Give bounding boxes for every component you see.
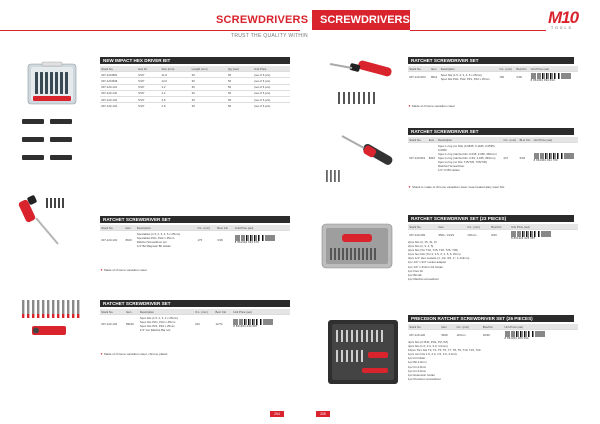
barcode-number: 8 861304 034 670 — [234, 241, 259, 245]
stock-cell: 007-120-103 — [100, 315, 125, 333]
ratchet-right-table — [408, 66, 578, 82]
stock-cell: 007-120-819 — [408, 143, 428, 173]
precision-26-contents — [408, 340, 481, 381]
col-header: Length (mm) — [190, 66, 226, 72]
description-line: Spec bits PZ1, PZ2 x 25mm — [139, 323, 175, 328]
header-rule-right — [410, 30, 546, 31]
screwdriver-icon — [318, 58, 406, 114]
header-rule-left — [0, 30, 300, 31]
section-header-ratchet-left: RATCHET SCREWDRIVER SET — [100, 216, 290, 223]
size-cell: 4.5 — [160, 96, 190, 102]
item-cell: 9818 — [440, 330, 455, 341]
stock-cell: 007-120-132 — [100, 90, 137, 96]
triangle-icon: ▼ — [408, 104, 411, 108]
box-cell: 30/90 — [482, 330, 504, 341]
col-header: Hex Dr. — [137, 66, 160, 72]
content-item: 2pcs bits (3, 15, 41, 9) — [408, 240, 437, 244]
col-header: Unit Price — [253, 66, 290, 72]
content-item: 4pcs bits (2 PH0, PH1, PZ, PZ) — [408, 340, 448, 344]
table-row — [408, 143, 578, 173]
col-header: Box/ Ctn — [214, 309, 232, 315]
description-line: Spec bits PH1, PH2 x 25mm — [139, 319, 176, 324]
ratchet-left-table — [100, 225, 290, 248]
col-header: Unit Price (set) — [232, 309, 290, 315]
item-cell: 8914 — [430, 72, 440, 83]
description-line: Ratchet Screwdriver set — [136, 239, 167, 244]
qty-cell: 50 — [227, 84, 253, 90]
table-row — [408, 72, 578, 83]
description-line: 1/4" Cut Ratchet Bar s/w — [139, 327, 171, 332]
col-header: Description — [440, 66, 499, 72]
col-header: Description — [437, 137, 502, 143]
col-header: Item — [437, 224, 466, 230]
content-item: 1pc Bit tab — [408, 272, 422, 277]
description-line: Spec bits (1.5, 2, 3, 4, 5 x 25mm) — [440, 73, 482, 78]
item-cell: 9501 / 21/23 — [437, 230, 466, 241]
content-item: 1pc 1/4" x 3/4mm bit holder — [408, 264, 444, 269]
hex-bit-icon — [20, 115, 100, 187]
col-header: Stock No. — [408, 137, 428, 143]
hex-cell: 5/16" — [137, 78, 160, 84]
content-item: 1pc Extension holder — [408, 372, 435, 377]
col-header: Unit Price (set) — [503, 324, 578, 330]
content-item: 1pc 1/4" x 3/4" socket adapter — [408, 260, 447, 265]
ratchet-bottom-note — [100, 352, 167, 356]
content-item: 2pcs bits (2, 3, 4, 5) — [408, 244, 434, 249]
screwdriver-icon — [318, 130, 406, 194]
barcode-number: 8 861304 034 700 — [533, 159, 558, 163]
description-line: Spec L-ring (ratchet bits: 0.045, 2.065, 360mm) — [438, 151, 497, 156]
description-line: Spec 2-ring (no bits: T15/T20, T25/T30) — [438, 159, 488, 164]
box-cell: 8/40 — [490, 230, 510, 241]
qty-cell: 50 — [227, 103, 253, 109]
section-header-precision-26: PRECISION RATCHET SCREWDRIVER SET (26 PIECES) — [408, 315, 574, 322]
content-item: 3pcs 1/4" Hex sockets (1, 1/2, 3/4, 1", 1-1/4mm) — [408, 256, 470, 261]
logo-subtext: TOOLS — [551, 26, 573, 30]
col-header: Item — [125, 309, 139, 315]
stock-cell: 007-120-426 — [408, 330, 440, 341]
content-item: 1pc bit holder — [408, 356, 426, 361]
price-cell: (set of 6 pcs) — [253, 72, 290, 78]
ratchet-23-table — [408, 224, 578, 240]
page-title-right: SCREWDRIVERS — [312, 10, 410, 30]
ratchet-mid-table — [408, 137, 578, 172]
table-row — [100, 103, 290, 109]
box-cell: 6/36 — [515, 72, 529, 83]
note-text: Made of chrome vanadium steel — [103, 268, 147, 272]
size-cell: 4.2 — [160, 90, 190, 96]
size-cell: 11.8 — [160, 72, 190, 78]
hex-cell: 5/16" — [137, 72, 160, 78]
ol-cell: 150 — [498, 72, 515, 83]
triangle-icon: ▼ — [100, 352, 103, 356]
ratchet-bottom-table — [100, 309, 290, 332]
hex-cell: 5/16" — [137, 103, 160, 109]
col-header: Item — [428, 137, 437, 143]
barcode-cell — [503, 330, 578, 341]
hex-bit-table — [100, 66, 290, 108]
qty-cell: 50 — [227, 78, 253, 84]
col-header: O.L. (mm) — [466, 224, 490, 230]
content-item: 10pcs Torx bits T3, T4, T5, T6, T7, T8, T9, T10, T15, T20 — [408, 348, 481, 353]
section-header-hex-bits: NEW IMPACT HEX DRIVER BIT — [100, 57, 290, 64]
stock-cell: 007-120-S6U — [408, 72, 430, 83]
ratchet-bit-set-image — [14, 292, 94, 352]
length-cell: 30 — [190, 72, 226, 78]
col-header: Stock No. — [100, 225, 124, 231]
price-cell: (set of 6 pcs) — [253, 90, 290, 96]
ratchet-23-contents — [408, 240, 469, 281]
col-header: Item — [440, 324, 455, 330]
stock-cell: 007-120-B81 — [100, 72, 137, 78]
description-cell — [139, 315, 194, 333]
barcode-number: 8 861304 025 087 — [511, 236, 536, 240]
col-header: O.L. (mm) — [498, 66, 515, 72]
ratchet-mid-note — [408, 185, 504, 189]
item-cell: 8916 — [428, 143, 437, 173]
col-header: Stock No. — [408, 224, 437, 230]
col-header: O.L. (mm) — [502, 137, 518, 143]
price-cell: (set of 6 pcs) — [253, 96, 290, 102]
brand-logo — [548, 8, 582, 32]
stock-cell: 007-120-134 — [100, 103, 137, 109]
stock-cell: 007-120-104 — [100, 231, 124, 249]
col-header: O.L. (mm) — [194, 309, 214, 315]
bit-rack-icon — [14, 292, 94, 352]
content-item: 1pc Bit 4.0mm — [408, 360, 427, 365]
barcode-cell — [529, 72, 578, 83]
hex-cell: 5/16" — [137, 84, 160, 90]
content-item: 4pcs bits (1.0, 2.0, 3.0, 4.0mm) — [408, 344, 448, 349]
page-number-left: 204 — [270, 411, 284, 417]
content-item: 1pcs torx bits 1.5, 2.0, 2.5, 3.0, 4.0mm — [408, 352, 458, 357]
ratchet-right-note — [408, 104, 455, 108]
description-line: Specialties PH1, PH2 x 25mm — [136, 235, 175, 240]
col-header: O.L. (mm) — [455, 324, 481, 330]
col-header: Stock No. — [408, 324, 440, 330]
col-header: Size (mm) — [160, 66, 190, 72]
description-line: Matched Screwdriver — [438, 163, 465, 168]
content-item: 1pc Precision screwdriver — [408, 376, 441, 381]
ol-cell: 145mm — [466, 230, 490, 241]
box-cell: 12/72 — [214, 315, 232, 333]
col-header: Description — [139, 309, 194, 315]
description-line: Spec 2-ring (ratchet bits: 2.6S, 2.045, 360mm) — [438, 155, 496, 160]
qty-cell: 50 — [227, 90, 253, 96]
hex-cell: 5/16" — [137, 90, 160, 96]
length-cell: 30 — [190, 84, 226, 90]
ratchet-screwdriver-set-image — [318, 58, 406, 114]
col-header: Stock No. — [100, 309, 125, 315]
price-cell: (set of 6 pcs) — [253, 103, 290, 109]
page-title-left: SCREWDRIVERS — [216, 14, 309, 26]
content-item: 1pcs hex bits (Tor 2, 2.5, 3, 4, 5, 6, 8mm) — [408, 252, 461, 257]
size-cell: 4.9 — [160, 103, 190, 109]
content-item: 1pc Flex bit — [408, 268, 423, 273]
description-cell — [440, 72, 499, 83]
description-cell — [437, 143, 502, 173]
page-number-right: 205 — [316, 411, 330, 417]
bit-case-icon — [12, 60, 92, 108]
barcode-cell — [232, 315, 290, 333]
col-header: Unit Price (set) — [234, 225, 290, 231]
col-header: Description — [136, 225, 197, 231]
description-line: Spec bits (1.5, 2, 3, 4 x 25mm) — [139, 315, 178, 320]
precision-case-icon — [322, 312, 406, 392]
precision-set-image — [322, 312, 406, 392]
note-text: Shank is made of chrome vanadium steel, heat treated alloy steel bits — [411, 185, 505, 189]
col-header: Box/Ctn — [482, 324, 504, 330]
price-cell: (set of 6 pcs) — [253, 84, 290, 90]
section-header-ratchet-23: RATCHET SCREWDRIVER SET (23 PIECES) — [408, 215, 574, 222]
col-header: Box/Ctn — [515, 66, 529, 72]
qty-cell: 50 — [227, 96, 253, 102]
tagline: TRUST THE QUALITY WITHIN — [231, 33, 308, 39]
length-cell: 30 — [190, 78, 226, 84]
stock-cell: 007-120-B36 — [100, 78, 137, 84]
price-cell: (set of 6 pcs) — [253, 78, 290, 84]
description-line: Spec L-ring (no bits) (0.0845, 0.1045, 0.0535) — [438, 143, 495, 148]
section-header-ratchet-bottom: RATCHET SCREWDRIVER SET — [100, 300, 290, 307]
hex-cell: 5/16" — [137, 96, 160, 102]
barcode-cell — [510, 230, 578, 241]
hex-bits-loose-image — [20, 115, 100, 187]
description-line: Specialties (1.5, 2, 3, 4, 5 x 25mm) — [136, 231, 181, 236]
logo-text: M10 — [548, 8, 579, 27]
length-cell: 30 — [190, 90, 226, 96]
tool-case-icon — [318, 212, 406, 280]
description-cell — [136, 231, 197, 249]
stock-cell: 007-120-133 — [100, 96, 137, 102]
ol-cell: 237 — [502, 143, 518, 173]
hex-bit-kit-image — [12, 60, 92, 108]
ol-cell: 100 — [194, 315, 214, 333]
barcode-cell — [532, 143, 578, 173]
note-text: Made of chrome vanadium steel, chrome plated — [103, 352, 168, 356]
col-header: Bt.s/ Ctn — [518, 137, 532, 143]
col-header: Qty (set) — [227, 66, 253, 72]
size-cell: 3.2 — [160, 84, 190, 90]
ratchet-screwdriver-image — [14, 186, 94, 256]
col-header: Stock No. — [100, 66, 137, 72]
description-line: Spec bits PH1, PH2, PZ1, PZ2 x 25mm — [440, 77, 490, 82]
triangle-icon: ▼ — [408, 185, 411, 189]
triangle-icon: ▼ — [100, 268, 103, 272]
ol-cell: 175 — [196, 231, 216, 249]
stock-cell: 007-120-131 — [100, 84, 137, 90]
box-cell: 6/36 — [216, 231, 233, 249]
col-header: Item — [124, 225, 135, 231]
barcode-number: 8 861304 034 687 — [233, 325, 258, 329]
length-cell: 30 — [190, 103, 226, 109]
qty-cell: 50 — [227, 72, 253, 78]
barcode-cell — [234, 231, 290, 249]
col-header: Item — [430, 66, 440, 72]
col-header: Unit Price (set) — [529, 66, 578, 72]
col-header: Box/Ctn — [490, 224, 510, 230]
table-row — [408, 230, 578, 241]
length-cell: 30 — [190, 96, 226, 102]
stock-cell: 007-120-469 — [408, 230, 437, 241]
item-cell: 89016 — [125, 315, 139, 333]
ratchet-left-note — [100, 268, 147, 272]
table-row — [100, 315, 290, 333]
note-text: Made of chrome vanadium steel — [411, 104, 455, 108]
barcode-number: 8 861304 034 694 — [530, 78, 555, 82]
ratchet-23-case-image — [318, 212, 406, 280]
ol-cell: 115mm — [455, 330, 481, 341]
col-header: Unit Price (set) — [510, 224, 578, 230]
content-item: 1pc Ratchet screwdriver — [408, 276, 440, 281]
content-item: 1pc bit 4.0mm — [408, 364, 427, 369]
precision-26-table — [408, 324, 578, 340]
table-row — [408, 330, 578, 341]
content-item: 1pc bit 3.0mm — [408, 368, 427, 373]
ratchet-long-set-image — [318, 130, 406, 194]
item-cell: 8916 — [124, 231, 135, 249]
screwdriver-icon — [14, 186, 94, 256]
box-cell: 6/36 — [518, 143, 532, 173]
description-line: 0.0050 — [438, 147, 447, 152]
col-header: O.L. (mm) — [196, 225, 216, 231]
description-line: 1/4" Bit Magnetic Bit Holder — [136, 243, 171, 248]
col-header: Unit Price (set) — [532, 137, 578, 143]
col-header: Stock No. — [408, 66, 430, 72]
barcode-number: 8 861304 025 094 — [504, 336, 529, 340]
section-header-ratchet-right: RATCHET SCREWDRIVER SET — [408, 57, 574, 64]
size-cell: 12.0 — [160, 78, 190, 84]
description-line: 1/4" Or Bit Holder — [438, 167, 460, 172]
content-item: 2pcs bits (Tor T10, T15, T20, T25, T30) — [408, 248, 459, 253]
section-header-ratchet-mid: RATCHET SCREWDRIVER SET — [408, 128, 574, 135]
col-header: Box/ Ctn — [216, 225, 233, 231]
table-row — [100, 231, 290, 249]
